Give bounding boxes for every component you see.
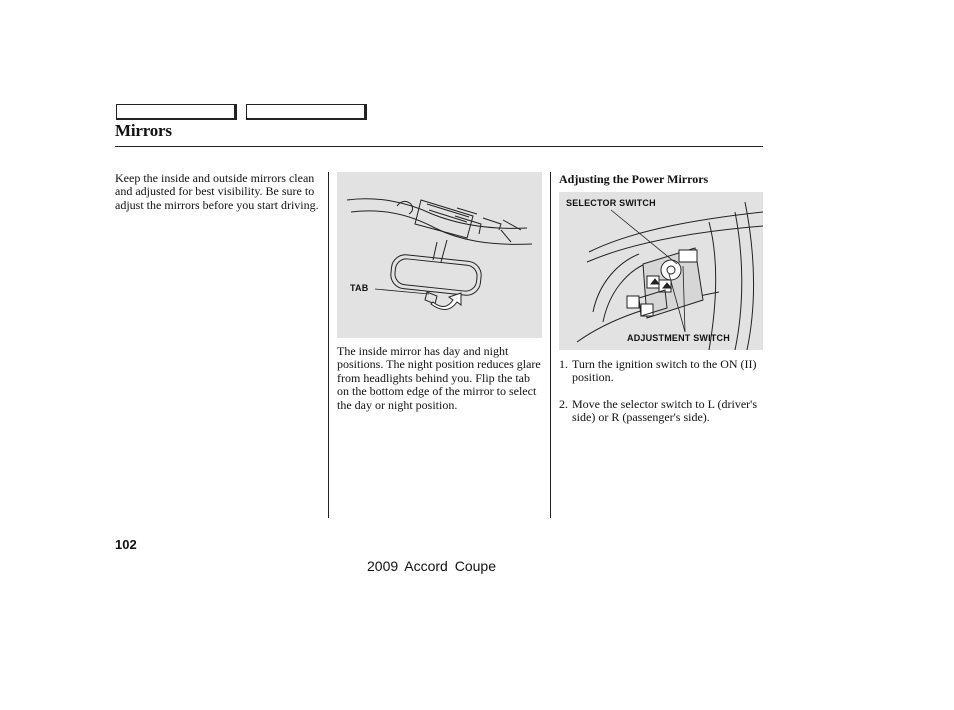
power-mirror-switch-illustration <box>559 192 763 350</box>
adjustment-switch-label: ADJUSTMENT SWITCH <box>627 333 730 343</box>
list-item <box>559 358 769 385</box>
intro-paragraph: Keep the inside and outside mirrors clean and adjusted for best visibility. Be sure to adjust the mirrors before you start driving. <box>115 171 319 212</box>
tab-label: TAB <box>350 283 369 293</box>
selector-switch-label: SELECTOR SWITCH <box>566 198 656 208</box>
mirror-switch-drawing <box>559 192 763 350</box>
nav-button-next[interactable] <box>246 104 367 120</box>
nav-button-previous[interactable] <box>116 104 237 120</box>
inside-mirror-illustration <box>337 172 542 338</box>
model-footer: 2009 Accord Coupe <box>367 558 496 574</box>
column-divider <box>550 172 551 518</box>
page-title: Mirrors <box>115 121 172 140</box>
list-item <box>559 398 769 425</box>
column-divider <box>328 172 329 518</box>
step-text: Turn the ignition switch to the ON (II) position. <box>572 357 757 385</box>
step-text: Move the selector switch to L (driver's side) or R (passenger's side). <box>572 396 757 425</box>
power-mirrors-heading: Adjusting the Power Mirrors <box>559 172 709 186</box>
step-number: 1. <box>559 357 568 371</box>
title-divider <box>115 146 763 147</box>
step-number: 2. <box>559 396 568 411</box>
steps-list <box>559 358 769 438</box>
inside-mirror-drawing <box>337 172 542 338</box>
inside-mirror-paragraph: The inside mirror has day and night positions. The night position reduces glare from headlights behind you. Flip the tab on the bottom edge of the mirror to select the day or night position. <box>337 344 541 412</box>
page-number: 102 <box>115 537 137 552</box>
